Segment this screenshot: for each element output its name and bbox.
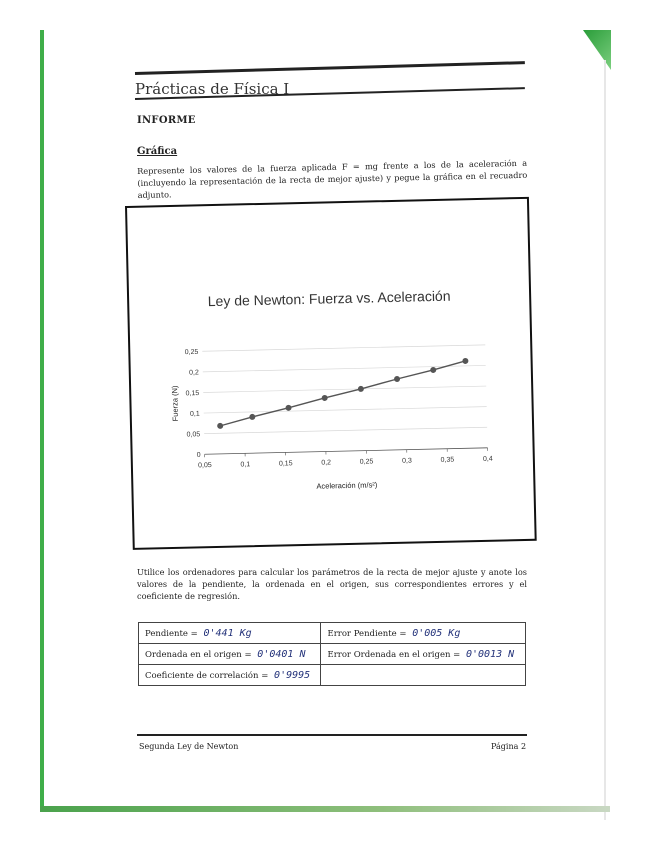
- scan-edge-bottom: [40, 806, 610, 812]
- error-pendiente-value: 0'005 Kg: [412, 627, 461, 639]
- force-vs-acceleration-chart: [127, 199, 535, 548]
- error-ordenada-value: 0'0013 N: [465, 648, 515, 660]
- footer-page-number: Página 2: [491, 742, 527, 751]
- scan-edge-right: [604, 60, 606, 820]
- x-tick-label: 0,35: [440, 456, 455, 464]
- y-tick-label: 0,25: [184, 348, 199, 357]
- data-point: [462, 358, 468, 364]
- data-point: [358, 386, 364, 392]
- intro-paragraph: Represente los valores de la fuerza aplicada F = mg frente a los de la aceleración a (incluyendo la representación de la recta de mejor ajuste) y pegue la gráfica en el recuadro adjunto.: [137, 157, 528, 200]
- ordenada-cell: [139, 644, 321, 665]
- footer-left-text: Segunda Ley de Newton: [139, 742, 239, 751]
- results-table: [138, 622, 526, 686]
- pendiente-value: 0'441 Kg: [203, 627, 252, 639]
- error-pendiente-cell: [321, 623, 526, 644]
- x-axis-label: Aceleración (m/s²): [316, 480, 378, 491]
- y-axis-label: Fuerza (N): [170, 385, 180, 422]
- y-tick-label: 0,2: [188, 369, 199, 377]
- page-header-title: Prácticas de Física I: [135, 80, 290, 98]
- error-ordenada-label: Error Ordenada en el origen =: [327, 649, 461, 660]
- ordenada-value: 0'0401 N: [257, 648, 306, 660]
- x-tick-label: 0,2: [321, 459, 332, 467]
- ordenada-label: Ordenada en el origen =: [145, 649, 252, 660]
- table-row: [139, 623, 526, 644]
- chart-frame: [125, 197, 537, 550]
- x-tick-label: 0,15: [278, 460, 293, 468]
- instructions-paragraph: Utilice los ordenadores para calcular los parámetros de la recta de mejor ajuste y anote los valores de la pendiente, la ordenada en el origen, sus correspondientes errores y el coeficiente de regresión.: [137, 567, 527, 601]
- y-tick-label: 0,15: [185, 390, 200, 398]
- correlacion-label: Coeficiente de correlación =: [145, 670, 269, 681]
- empty-cell: [321, 665, 526, 686]
- footer-rule: [137, 734, 527, 736]
- correlacion-value: 0'9995: [274, 669, 311, 681]
- y-tick-label: 0,1: [189, 410, 200, 418]
- section-heading: INFORME: [137, 115, 196, 126]
- gridline-y: [202, 345, 485, 351]
- data-point: [394, 376, 400, 382]
- correlacion-cell: [139, 665, 321, 686]
- data-point: [322, 395, 328, 401]
- table-row: [139, 644, 526, 665]
- error-pendiente-label: Error Pendiente =: [327, 628, 407, 639]
- error-ordenada-cell: [321, 644, 526, 665]
- y-tick-label: 0: [196, 451, 201, 459]
- section-subheading: Gráfica: [137, 146, 178, 157]
- pendiente-label: Pendiente =: [145, 628, 198, 639]
- header-rule-top: [135, 61, 525, 75]
- x-tick-label: 0,1: [240, 461, 251, 469]
- scan-corner: [583, 30, 611, 70]
- gridline-y: [204, 427, 487, 433]
- data-point: [430, 367, 436, 373]
- x-tick-label: 0,4: [482, 455, 493, 463]
- gridline-y: [203, 386, 486, 392]
- data-point: [285, 405, 291, 411]
- data-point: [217, 423, 223, 429]
- y-tick-label: 0,05: [186, 431, 201, 439]
- x-tick-label: 0,25: [359, 458, 374, 466]
- x-tick-label: 0,05: [198, 462, 212, 470]
- x-axis-line: [205, 448, 488, 454]
- scan-edge-left: [40, 30, 44, 810]
- table-row: [139, 665, 526, 686]
- pendiente-cell: [139, 623, 321, 644]
- gridline-y: [204, 407, 487, 413]
- chart-title: Ley de Newton: Fuerza vs. Aceleración: [207, 287, 451, 310]
- data-point: [249, 414, 255, 420]
- x-tick-label: 0,3: [402, 457, 412, 465]
